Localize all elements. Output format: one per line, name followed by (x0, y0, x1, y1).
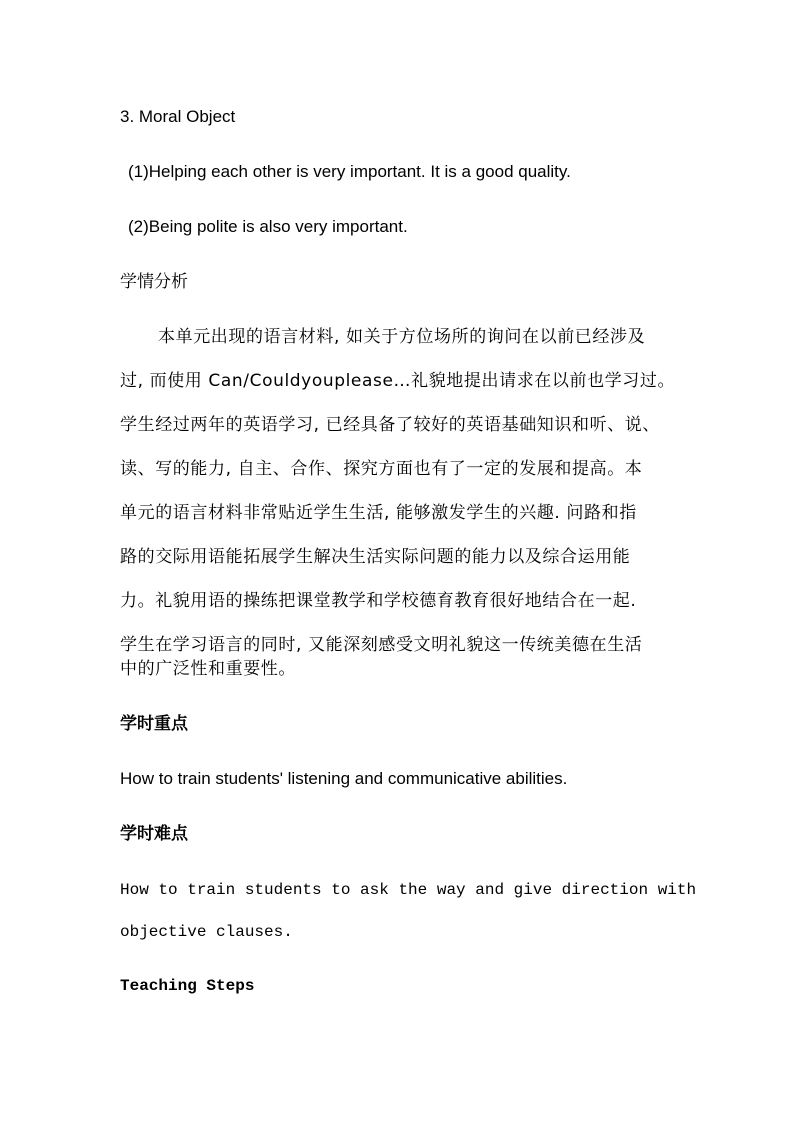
moral-item-2: (2)Being polite is also very important. (128, 217, 408, 236)
key-point-heading: 学时重点 (120, 714, 188, 734)
analysis-line: 本单元出现的语言材料, 如关于方位场所的询问在以前已经涉及 (158, 327, 646, 347)
moral-item-1: (1)Helping each other is very important. It is a good quality. (128, 162, 571, 181)
teaching-steps-heading: Teaching Steps (120, 977, 255, 995)
key-point-text: How to train students' listening and communicative abilities. (120, 769, 568, 788)
analysis-line: 路的交际用语能拓展学生解决生活实际问题的能力以及综合运用能 (120, 547, 631, 567)
difficulty-line-1: How to train students to ask the way and give direction with (120, 881, 697, 899)
analysis-heading: 学情分析 (120, 272, 188, 292)
analysis-line: 单元的语言材料非常贴近学生生活, 能够激发学生的兴趣. 问路和指 (120, 503, 637, 523)
analysis-line: 力。礼貌用语的操练把课堂教学和学校德育教育很好地结合在一起. (120, 591, 637, 611)
analysis-line: 中的广泛性和重要性。 (120, 659, 296, 679)
moral-object-heading: 3. Moral Object (120, 107, 236, 126)
difficulty-heading: 学时难点 (120, 824, 188, 844)
analysis-line: 学生经过两年的英语学习, 已经具备了较好的英语基础知识和听、说、 (120, 415, 661, 435)
difficulty-line-2: objective clauses. (120, 923, 293, 941)
analysis-line: 读、写的能力, 自主、合作、探究方面也有了一定的发展和提高。本 (120, 459, 643, 479)
analysis-line: 过, 而使用 Can/Couldyouplease…礼貌地提出请求在以前也学习过。 (120, 371, 676, 391)
analysis-line: 学生在学习语言的同时, 又能深刻感受文明礼貌这一传统美德在生活 (120, 635, 643, 655)
